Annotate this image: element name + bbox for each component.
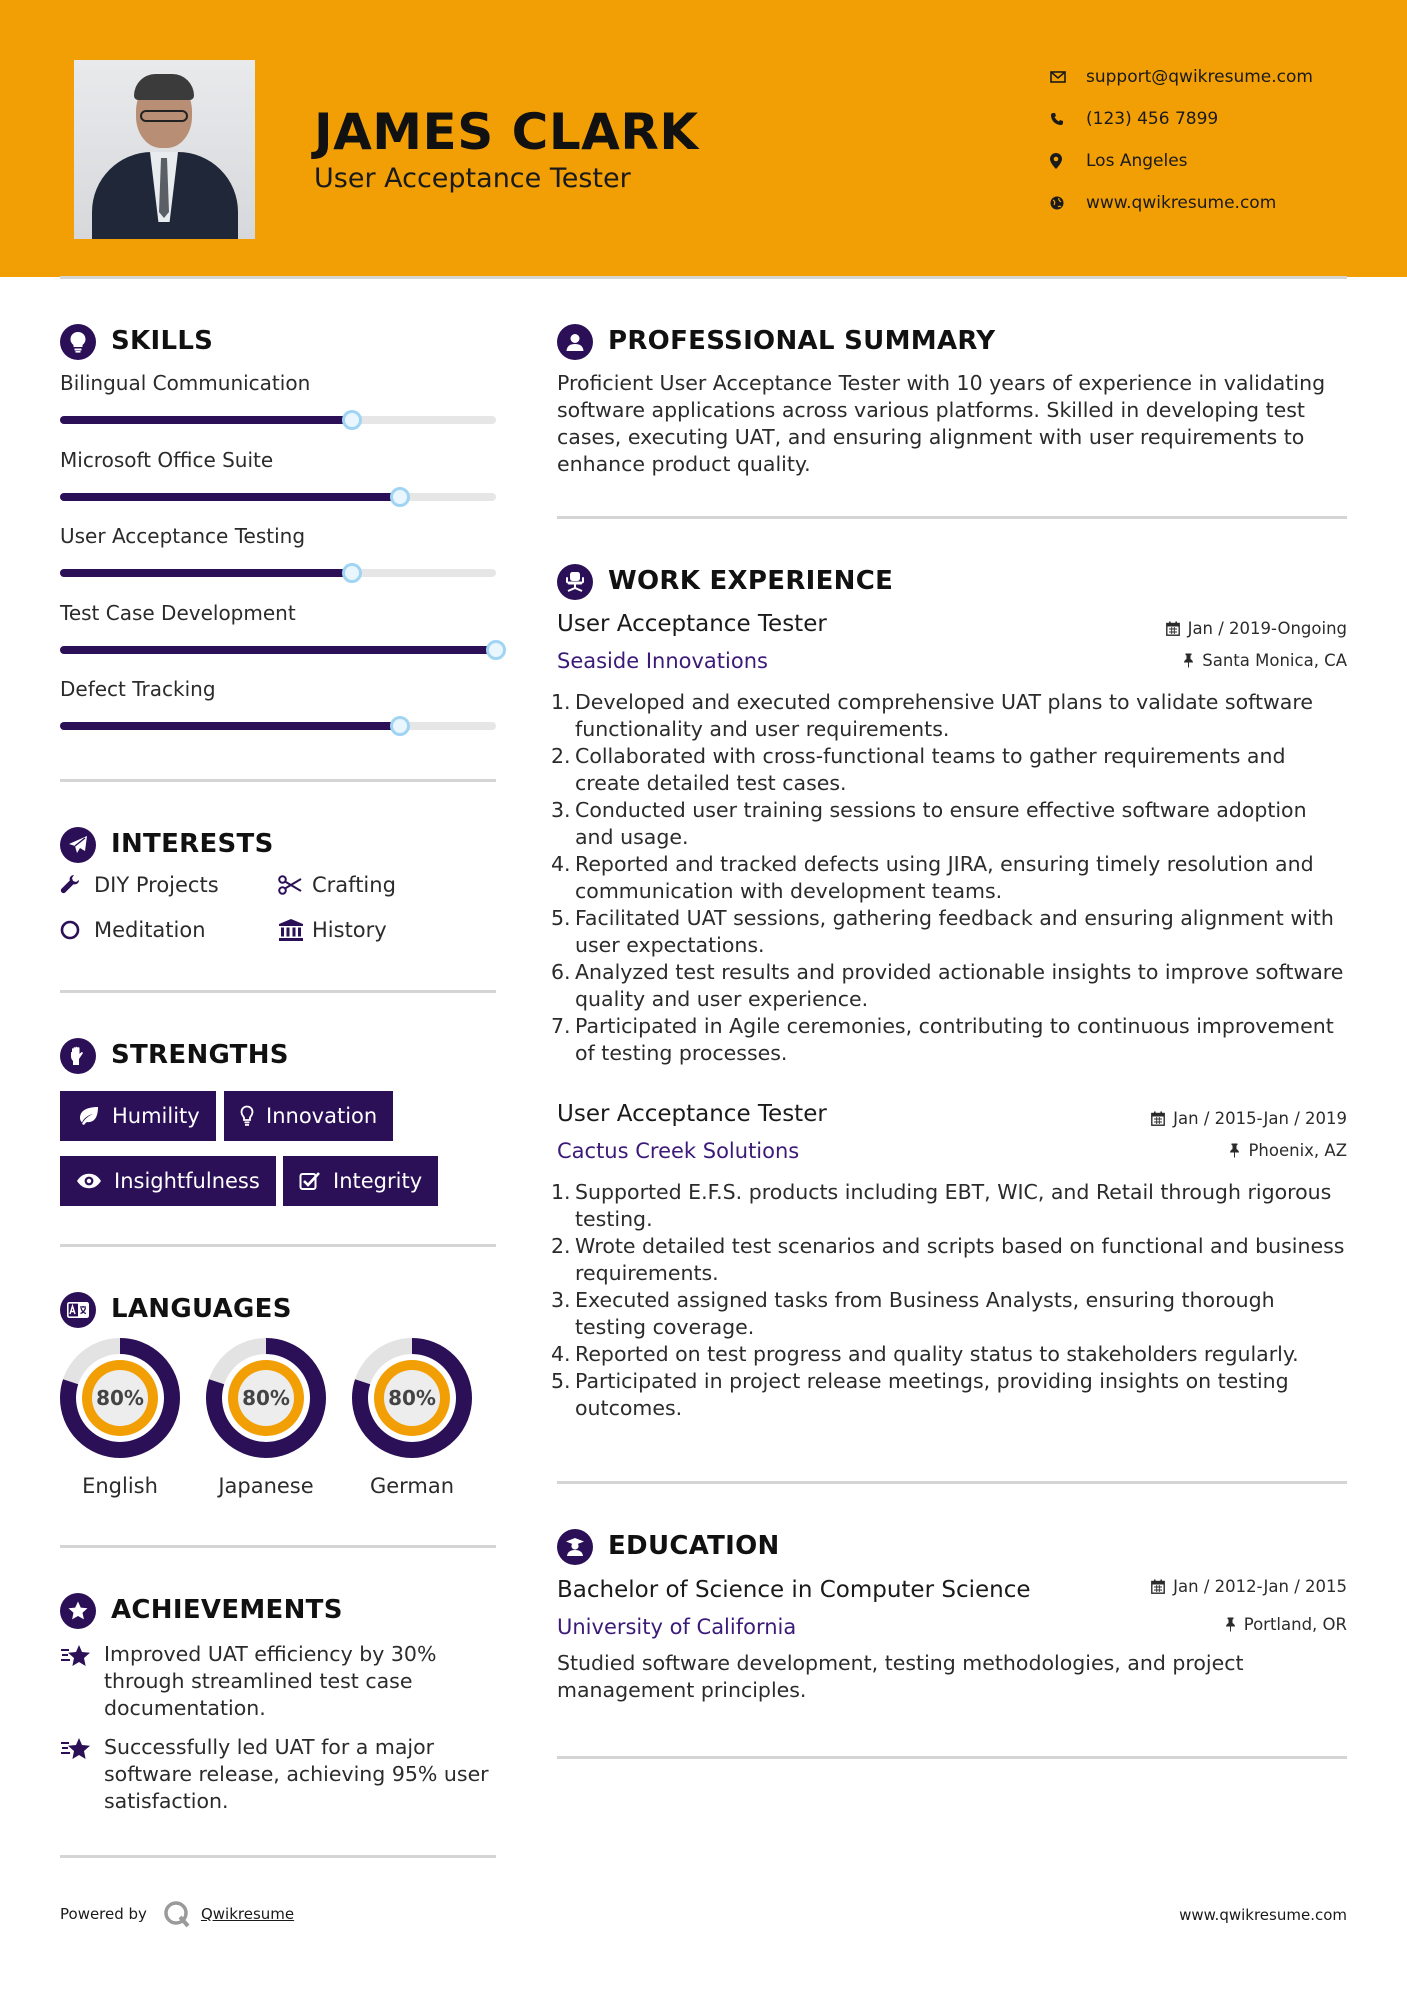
strength-tag: Insightfulness xyxy=(60,1156,276,1206)
divider xyxy=(557,1481,1347,1484)
eye-icon xyxy=(76,1173,102,1189)
achievement-item: Improved UAT efficiency by 30% through streamlined test case documentation. xyxy=(60,1641,500,1722)
skill-level-bar xyxy=(60,569,496,577)
job-bullet: 2. Collaborated with cross-functional teams to gather requirements and create detailed test cases. xyxy=(551,744,1286,795)
leaf-icon xyxy=(76,1106,100,1126)
strengths-heading: STRENGTHS xyxy=(111,1040,289,1070)
scissors-icon xyxy=(278,875,312,895)
skill-level-bar xyxy=(60,493,496,501)
pushpin-icon xyxy=(1229,1143,1240,1158)
skill-label: Test Case Development xyxy=(60,600,296,625)
strength-tag: Integrity xyxy=(283,1156,438,1206)
globe-icon xyxy=(1050,196,1086,210)
skill-level-fill xyxy=(60,722,400,730)
divider xyxy=(60,779,496,782)
interest-item: Crafting xyxy=(278,873,396,897)
strength-tag: Innovation xyxy=(224,1091,393,1141)
qwikresume-logo-icon xyxy=(163,1900,191,1928)
checkbox-icon xyxy=(299,1171,321,1191)
job-dates: Jan / 2019-Ongoing xyxy=(1166,619,1347,638)
pushpin-icon xyxy=(1183,653,1194,668)
skill-label: Microsoft Office Suite xyxy=(60,447,274,472)
profile-photo xyxy=(74,60,255,239)
shooting-star-icon xyxy=(60,1734,104,1815)
contact-website[interactable]: www.qwikresume.com xyxy=(1050,182,1313,224)
job-bullet: 6. Analyzed test results and provided actionable insights to improve software quality and user experience. xyxy=(551,960,1344,1011)
skill-level-fill xyxy=(60,569,352,577)
wrench-icon xyxy=(60,874,94,896)
job-bullet: 5. Participated in project release meetings, providing insights on testing outcomes. xyxy=(551,1369,1289,1420)
circle-icon xyxy=(60,920,94,940)
job-bullet: 3. Executed assigned tasks from Business Analysts, ensuring thorough testing coverage. xyxy=(551,1288,1275,1339)
envelope-icon xyxy=(1050,71,1086,83)
skill-label: Defect Tracking xyxy=(60,677,216,701)
interest-item: Meditation xyxy=(60,918,206,942)
user-icon xyxy=(557,324,593,360)
fist-icon xyxy=(60,1038,96,1074)
lightbulb-icon xyxy=(240,1105,254,1127)
divider xyxy=(60,990,496,993)
job-location: Phoenix, AZ xyxy=(1229,1141,1347,1160)
job-title: User Acceptance Tester xyxy=(557,611,827,637)
skill-level-fill xyxy=(60,646,496,654)
language-name: Japanese xyxy=(218,1474,314,1498)
job-bullet: 3. Conducted user training sessions to ensure effective software adoption and usage. xyxy=(551,798,1307,849)
achievement-item: Successfully led UAT for a major software release, achieving 95% user satisfaction. xyxy=(60,1734,500,1815)
education-heading: EDUCATION xyxy=(608,1531,780,1561)
calendar-icon xyxy=(1151,1579,1165,1594)
map-pin-icon xyxy=(1050,153,1086,169)
paper-plane-icon xyxy=(60,827,96,863)
divider xyxy=(60,1855,496,1858)
skill-level-knob xyxy=(390,716,410,736)
job-bullet: 4. Reported on test progress and quality status to stakeholders regularly. xyxy=(551,1342,1299,1366)
job-bullet: 5. Facilitated UAT sessions, gathering feedback and ensuring alignment with user expectations. xyxy=(551,906,1334,957)
footer-website[interactable]: www.qwikresume.com xyxy=(1179,1906,1347,1924)
job-title: User Acceptance Tester xyxy=(557,1101,827,1127)
phone-icon xyxy=(1050,112,1086,126)
skill-level-bar xyxy=(60,722,496,730)
skill-level-knob xyxy=(342,410,362,430)
summary-text: Proficient User Acceptance Tester with 10 years of experience in validating software applications across various platforms. Skilled in developing test cases, executing UAT, and ensuring alignment with user requirements to enhance product quality. xyxy=(557,371,1326,476)
header-divider xyxy=(60,276,1347,279)
language-item xyxy=(58,1336,182,1498)
calendar-icon xyxy=(1166,621,1180,636)
candidate-role: User Acceptance Tester xyxy=(314,163,631,194)
skill-label: User Acceptance Testing xyxy=(60,524,306,548)
job-dates: Jan / 2015-Jan / 2019 xyxy=(1151,1109,1347,1128)
shooting-star-icon xyxy=(60,1641,104,1722)
qwikresume-link[interactable]: Qwikresume xyxy=(200,1905,295,1923)
lightbulb-icon xyxy=(60,324,96,360)
company-name: Seaside Innovations xyxy=(557,649,768,673)
language-percent: 80% xyxy=(242,1386,290,1410)
achievements-heading: ACHIEVEMENTS xyxy=(111,1595,343,1625)
summary-heading: PROFESSIONAL SUMMARY xyxy=(608,326,996,356)
skill-level-bar xyxy=(60,416,496,424)
job-location: Santa Monica, CA xyxy=(1183,651,1347,670)
languages-heading: LANGUAGES xyxy=(111,1294,292,1324)
language-item xyxy=(204,1336,328,1498)
job-bullet: 1. Supported E.F.S. products including EBT, WIC, and Retail through rigorous testing. xyxy=(551,1180,1332,1231)
contact-location: Los Angeles xyxy=(1050,140,1313,182)
divider xyxy=(557,1756,1347,1759)
job-bullet: 2. Wrote detailed test scenarios and scripts based on functional and business requirements. xyxy=(551,1234,1345,1285)
interest-item: DIY Projects xyxy=(60,873,219,897)
work-heading: WORK EXPERIENCE xyxy=(608,566,894,596)
skill-level-fill xyxy=(60,416,352,424)
language-percent: 80% xyxy=(388,1386,436,1410)
star-badge-icon xyxy=(60,1593,96,1629)
job-bullets xyxy=(551,689,1347,1067)
company-name: Cactus Creek Solutions xyxy=(557,1139,800,1163)
museum-icon xyxy=(278,919,312,941)
language-percent: 80% xyxy=(96,1386,144,1410)
skill-level-knob xyxy=(342,563,362,583)
office-chair-icon xyxy=(557,564,593,600)
education-description: Studied software development, testing methodologies, and project management principles. xyxy=(557,1651,1244,1702)
skills-heading: SKILLS xyxy=(111,326,214,356)
divider xyxy=(60,1244,496,1247)
job-bullet: 4. Reported and tracked defects using JIRA, ensuring timely resolution and communication with development teams. xyxy=(551,852,1314,903)
divider xyxy=(557,516,1347,519)
contact-phone[interactable]: (123) 456 7899 xyxy=(1050,98,1313,140)
skill-level-knob xyxy=(486,640,506,660)
divider xyxy=(60,1545,496,1548)
language-item xyxy=(350,1336,474,1498)
school-name: University of California xyxy=(557,1615,797,1639)
resume-header xyxy=(0,0,1407,277)
contact-list xyxy=(1050,56,1313,224)
skill-label: Bilingual Communication xyxy=(60,371,311,395)
education-location: Portland, OR xyxy=(1225,1615,1347,1634)
footer-powered-by: Powered by Qwikresume xyxy=(60,1900,294,1928)
degree-title: Bachelor of Science in Computer Science xyxy=(557,1577,1031,1603)
job-bullet: 1. Developed and executed comprehensive UAT plans to validate software functionality and user requirements. xyxy=(551,690,1313,741)
skill-level-knob xyxy=(390,487,410,507)
job-bullets xyxy=(551,1179,1347,1422)
job-bullet: 7. Participated in Agile ceremonies, contributing to continuous improvement of testing processes. xyxy=(551,1014,1334,1065)
strength-tag: Humility xyxy=(60,1091,216,1141)
candidate-name: JAMES CLARK xyxy=(314,103,699,161)
interests-heading: INTERESTS xyxy=(111,829,274,859)
graduate-icon xyxy=(557,1529,593,1565)
interest-item: History xyxy=(278,918,387,942)
language-name: English xyxy=(82,1474,158,1498)
language-name: German xyxy=(369,1474,455,1498)
education-dates: Jan / 2012-Jan / 2015 xyxy=(1151,1577,1347,1596)
pushpin-icon xyxy=(1225,1617,1236,1632)
contact-email[interactable]: support@qwikresume.com xyxy=(1050,56,1313,98)
skill-level-bar xyxy=(60,646,496,654)
calendar-icon xyxy=(1151,1111,1165,1126)
skill-level-fill xyxy=(60,493,400,501)
translate-icon xyxy=(60,1292,96,1328)
